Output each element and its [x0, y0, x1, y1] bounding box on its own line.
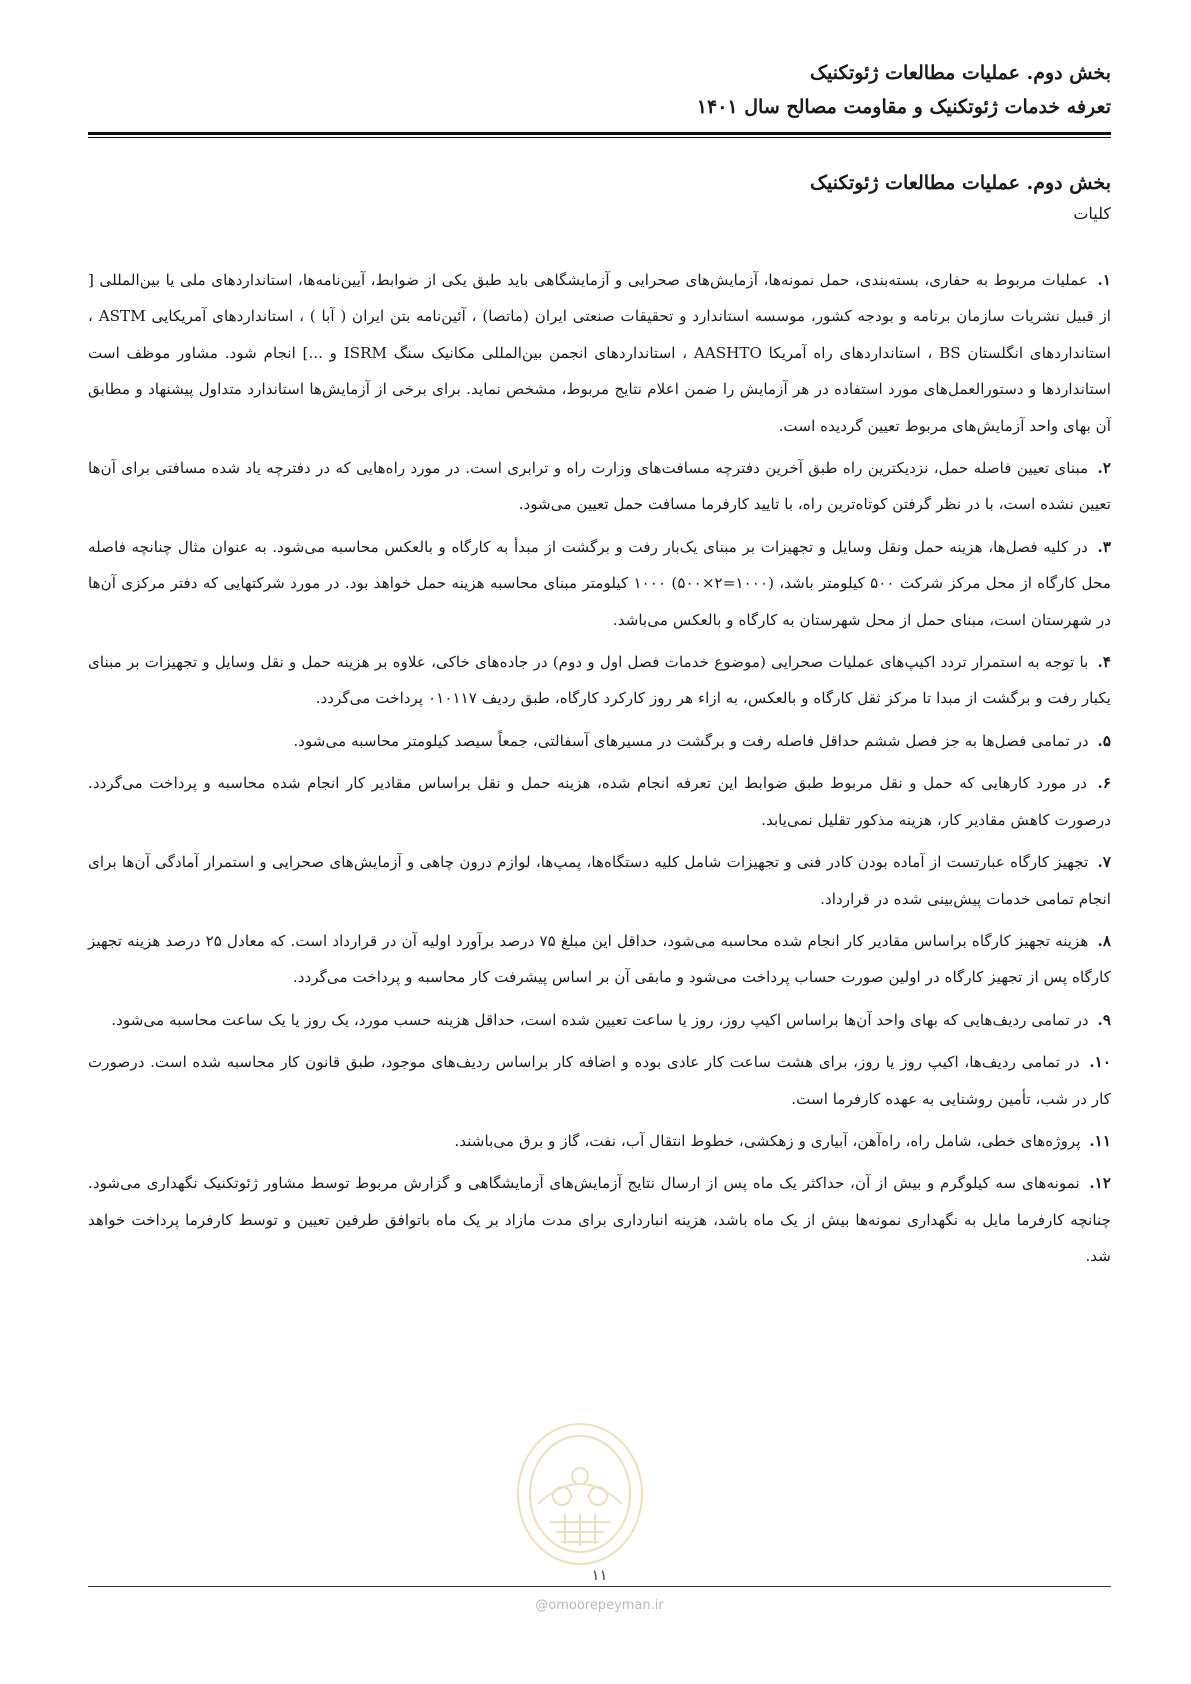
provision-number: ۴. — [1097, 653, 1112, 672]
provision-item — [88, 723, 1111, 759]
provision-item — [88, 450, 1111, 523]
website-watermark-text: @omoorepeyman.ir — [535, 1598, 664, 1613]
provision-item — [88, 1123, 1111, 1159]
provision-number: ۱۱. — [1089, 1131, 1111, 1150]
page-number-text: ۱۱ — [581, 1566, 617, 1584]
section-subtitle: کلیات — [1073, 204, 1111, 223]
provision-text: هزینه تجهیز کارگاه براساس مقادیر کار انجام شده محاسبه می‌شود، حداقل این مبلغ ۷۵ درصد برآورد اولیه آن در قرارداد است. که معادل ۲۵ درصد هزینه تجهیز کارگاه پس از تجهیز کارگاه در اولین صورت حساب پرداخت می‌شود و مابقی آن بر اساس پیشرفت کار محاسبه و پرداخت می‌گردد. — [88, 931, 1111, 987]
provision-number: ۲. — [1097, 459, 1111, 478]
footer-rule — [88, 1586, 1111, 1587]
header-rule-thin — [88, 137, 1111, 138]
general-provisions-list — [88, 262, 1111, 1281]
provision-text: مبنای تعیین فاصله حمل، نزدیکترین راه طبق آخرین دفترچه مسافت‌های وزارت راه و ترابری است. در مورد راه‌هایی که در دفترچه یاد شده مسافتی برای آن‌ها تعیین نشده است، با در نظر گرفتن کوتاه‌ترین راه، با تایید کارفرما مسافت حمل تعیین می‌شود. — [88, 459, 1111, 514]
provision-number: ۸. — [1097, 931, 1111, 950]
provision-number: ۷. — [1097, 853, 1112, 872]
provision-text: در مورد کارهایی که حمل و نقل مربوط طبق ضوابط این تعرفه انجام شده، هزینه حمل و نقل براساس مقادیر کار انجام شده محاسبه و پرداخت می‌گردد. درصورت کاهش مقادیر کار، هزینه مذکور تقلیل نمی‌یابد. — [88, 774, 1111, 829]
provision-item — [88, 1002, 1111, 1038]
provision-number: ۳. — [1097, 537, 1111, 556]
provision-number: ۵. — [1097, 731, 1111, 750]
provision-item — [88, 529, 1111, 638]
provision-text: در کلیه فصل‌ها، هزینه حمل ونقل وسایل و تجهیزات بر مبنای یک‌بار رفت و برگشت از مبدأ به کارگاه و بالعکس محاسبه می‌شود. به عنوان مثال چنانچه فاصله محل کارگاه از محل مرکز شرکت ۵۰۰ کیلومتر باشد، (۱۰۰۰=۲×۵۰۰) ۱۰۰۰ کیلومتر مبنای محاسبه هزینه حمل خواهد بود. در مورد شرکتهایی که دفتر مرکزی آن‌ها در شهرستان است، مبنای حمل از محل شهرستان به کارگاه و بالعکس می‌باشد. — [88, 537, 1111, 629]
provision-text: نمونه‌های سه کیلوگرم و بیش از آن، حداکثر یک ماه پس از ارسال نتایج آزمایش‌های آزمایشگاهی و گزارش مربوط توسط مشاور ژئوتکنیک نگهداری می‌شود. چنانچه کارفرما مایل به نگهداری نمونه‌ها بیش از یک ماه باشد، هزینه انبارداری برای مدت مازاد بر یک ماه باتوافق طرفین تعیین و توسط کارفرما پرداخت خواهد شد. — [88, 1174, 1111, 1266]
provision-item — [88, 844, 1111, 917]
provision-number: ۶. — [1097, 774, 1112, 793]
provision-number: ۹. — [1097, 1010, 1111, 1029]
provision-number: ۱۰. — [1089, 1053, 1111, 1072]
provision-item — [88, 765, 1111, 838]
emblem-watermark-icon — [510, 1404, 650, 1572]
provision-text: تجهیز کارگاه عبارتست از آماده بودن کادر فنی و تجهیزات شامل کلیه دستگاه‌ها، پمپ‌ها، لوازم درون چاهی و آزمایش‌های صحرایی و استمرار آمادگی آن‌ها برای انجام تمامی خدمات پیش‌بینی شده در قرارداد. — [88, 853, 1111, 908]
provision-number: ۱. — [1097, 271, 1111, 289]
header-document-title: تعرفه خدمات ژئوتکنیک و مقاومت مصالح سال ۱۴۰۱ — [696, 96, 1111, 118]
provision-text: با توجه به استمرار تردد اکیپ‌های عملیات صحرایی (موضوع خدمات فصل اول و دوم) در جاده‌های خاکی، علاوه بر هزینه حمل و نقل وسایل و تجهیزات بر مبنای یکبار رفت و برگشت از مبدا تا مرکز ثقل کارگاه و بالعکس، به ازاء هر روز کارکرد کارگاه، طبق ردیف ۰۱۰۱۱۷ پرداخت می‌گردد. — [88, 653, 1111, 708]
provision-text: در تمامی ردیف‌هایی که بهای واحد آن‌ها براساس اکیپ روز، روز یا ساعت تعیین شده است، حداقل هزینه حسب مورد، یک روز یا یک ساعت محاسبه می‌شود. — [111, 1010, 1089, 1029]
provision-text: در تمامی فصل‌ها به جز فصل ششم حداقل فاصله رفت و برگشت در مسیرهای آسفالتی، جمعاً سیصد کیلومتر محاسبه می‌شود. — [293, 731, 1089, 750]
header-part-title: بخش دوم. عملیات مطالعات ژئوتکنیک — [810, 62, 1111, 84]
provision-text: عملیات مربوط به حفاری، بسته‌بندی، حمل نمونه‌ها، آزمایش‌های صحرایی و آزمایشگاهی باید طبق یکی از ضوابط، آیین‌نامه‌ها، استانداردهای ملی یا بین‌المللی [ از قبیل نشریات سازمان برنامه و بودجه کشور، موسسه استاندارد و تحقیقات صنعتی ایران (ماتصا) ، آئین‌نامه بتن ایران ( آبا ) ، استانداردهای آمریکایی ASTM ، استانداردهای انگلستان BS ، استانداردهای راه آمریکا AASHTO ، استانداردهای انجمن بین‌المللی مکانیک سنگ ISRM و ...] انجام شود. مشاور موظف است استانداردها و دستورالعمل‌های مورد استفاده در هر آزمایش را ضمن اعلام نتایج مربوط، مشخص نماید. برای برخی از آزمایش‌ها استاندارد متداول پیشنهاد و مطابق آن بهای واحد آزمایش‌های مربوط تعیین گردیده است. — [88, 271, 1112, 435]
provision-text: در تمامی ردیف‌ها، اکیپ روز یا روز، برای هشت ساعت کار عادی بوده و اضافه کار براساس ردیف‌های موجود، طبق قانون کار محاسبه شده است. درصورت کار در شب، تأمین روشنایی به عهده کارفرما است. — [88, 1053, 1111, 1108]
provision-item — [88, 644, 1111, 717]
running-header — [88, 56, 1111, 124]
section-title: بخش دوم. عملیات مطالعات ژئوتکنیک — [810, 172, 1111, 194]
provision-item — [88, 923, 1111, 996]
provision-text: پروژه‌های خطی، شامل راه، راه‌آهن، آبیاری و زهکشی، خطوط انتقال آب، نفت، گاز و برق می‌باشند. — [454, 1131, 1081, 1150]
provision-item — [88, 262, 1111, 444]
provision-item — [88, 1165, 1111, 1274]
header-rule-thick — [88, 132, 1111, 135]
provision-item — [88, 1044, 1111, 1117]
provision-number: ۱۲. — [1089, 1174, 1111, 1193]
